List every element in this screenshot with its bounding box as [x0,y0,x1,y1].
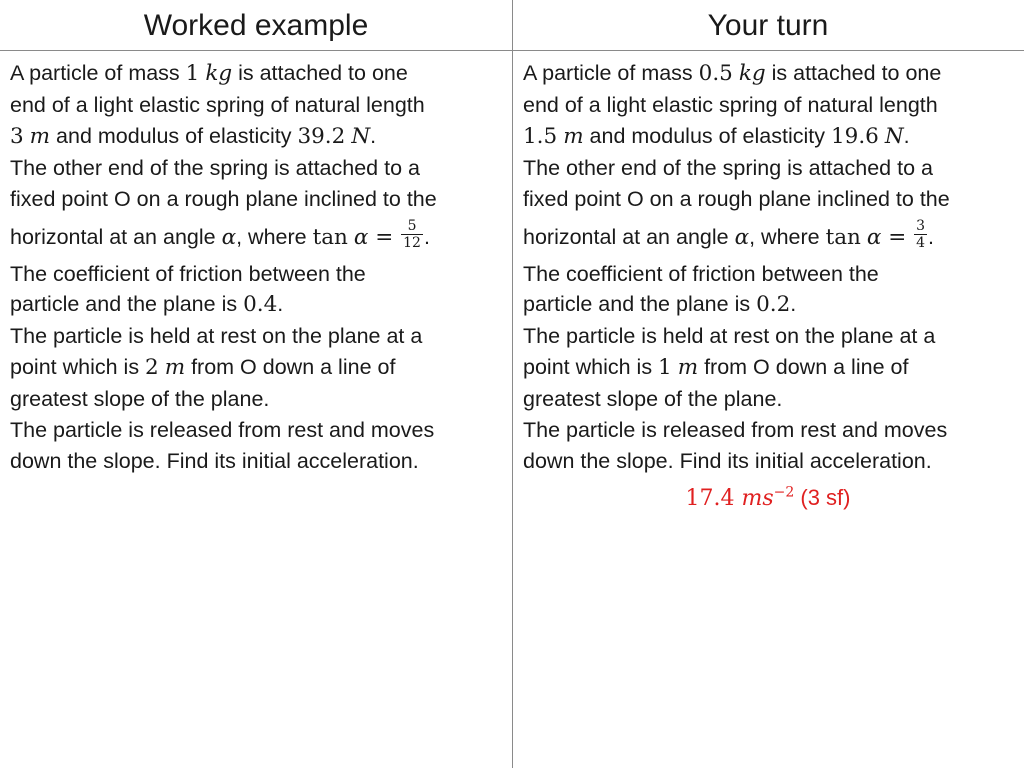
text-line: The coefficient of friction between the [10,261,366,286]
fraction-numerator: 3 [916,218,926,235]
length-value: 1.5 [523,123,558,149]
mass-value: 1 [185,61,200,86]
text-line: The other end of the spring is attached to a [523,155,933,180]
angle-symbol: α [221,224,237,250]
modulus-unit: N [351,123,371,149]
length-unit: m [563,123,584,149]
text-line: A particle of mass 1 kg is attached to one [10,61,408,86]
text-line: The particle is held at rest on the plane at a [10,324,423,349]
text-line: fixed point O on a rough plane inclined to the [523,186,950,211]
modulus-unit: N [884,123,904,149]
text-line: down the slope. Find its initial acceleration. [523,448,932,473]
fraction-denominator: 4 [916,235,926,252]
answer-value: 17.4 [685,486,742,511]
worked-example-heading: Worked example [143,9,369,42]
text-line: point which is 1 m from O down a line of [523,355,909,381]
text-line: The particle is released from rest and moves [523,418,948,443]
distance-unit: m [677,355,699,381]
mass-value: 0.5 [698,61,733,86]
text-line: fixed point O on a rough plane inclined to the [10,186,437,211]
angle-symbol: α [866,224,882,250]
text-line: 3 m and modulus of elasticity 39.2 N. [10,123,377,149]
modulus-value: 39.2 [297,123,346,149]
text-line: particle and the plane is 0.2. [523,292,797,318]
angle-symbol: α [353,224,369,250]
text-line: greatest slope of the plane. [10,387,270,412]
tan-function: tan [312,224,348,250]
column-divider [512,0,513,768]
text-line: particle and the plane is 0.4. [10,292,284,318]
your-turn-text [523,58,1018,477]
answer-note: (3 sf) [794,485,851,510]
tan-fraction [914,218,927,251]
answer-exponent: −2 [773,484,795,501]
tan-function: tan [825,224,861,250]
your-turn-heading: Your turn [707,9,829,42]
text-line: horizontal at an angle α, where tan α = $\frac{5}{12}$ . [10,218,430,252]
modulus-value: 19.6 [830,123,879,149]
fraction-denominator: 12 [403,235,421,252]
distance-value: 1 [658,355,672,381]
text-line: A particle of mass 0.5 kg is attached to one [523,61,942,86]
text-line: greatest slope of the plane. [523,387,783,412]
answer-text [512,482,1024,515]
angle-symbol: α [734,224,750,250]
fraction-numerator: 5 [401,218,423,235]
text-line: The coefficient of friction between the [523,261,879,286]
text-line: The other end of the spring is attached to a [10,155,420,180]
text-line: end of a light elastic spring of natural length [523,92,938,117]
answer-unit: ms [741,486,774,511]
text-line: end of a light elastic spring of natural length [10,92,425,117]
friction-coefficient: 0.4 [243,292,278,318]
text-line: horizontal at an angle α, where tan α = $\frac{3}{4}$ . [523,218,935,252]
length-unit: m [29,123,51,149]
tan-fraction [401,218,423,251]
length-value: 3 [10,123,24,149]
worked-example-text [10,58,505,477]
mass-unit: kg [738,61,766,86]
mass-unit: kg [205,61,233,86]
text-line: 1.5 m and modulus of elasticity 19.6 N. [523,123,910,149]
text-line: The particle is released from rest and moves [10,418,435,443]
distance-value: 2 [145,355,159,381]
text-line: point which is 2 m from O down a line of [10,355,396,381]
distance-unit: m [164,355,186,381]
friction-coefficient: 0.2 [756,292,791,318]
text-line: down the slope. Find its initial acceleration. [10,448,419,473]
text-line: The particle is held at rest on the plane at a [523,324,936,349]
